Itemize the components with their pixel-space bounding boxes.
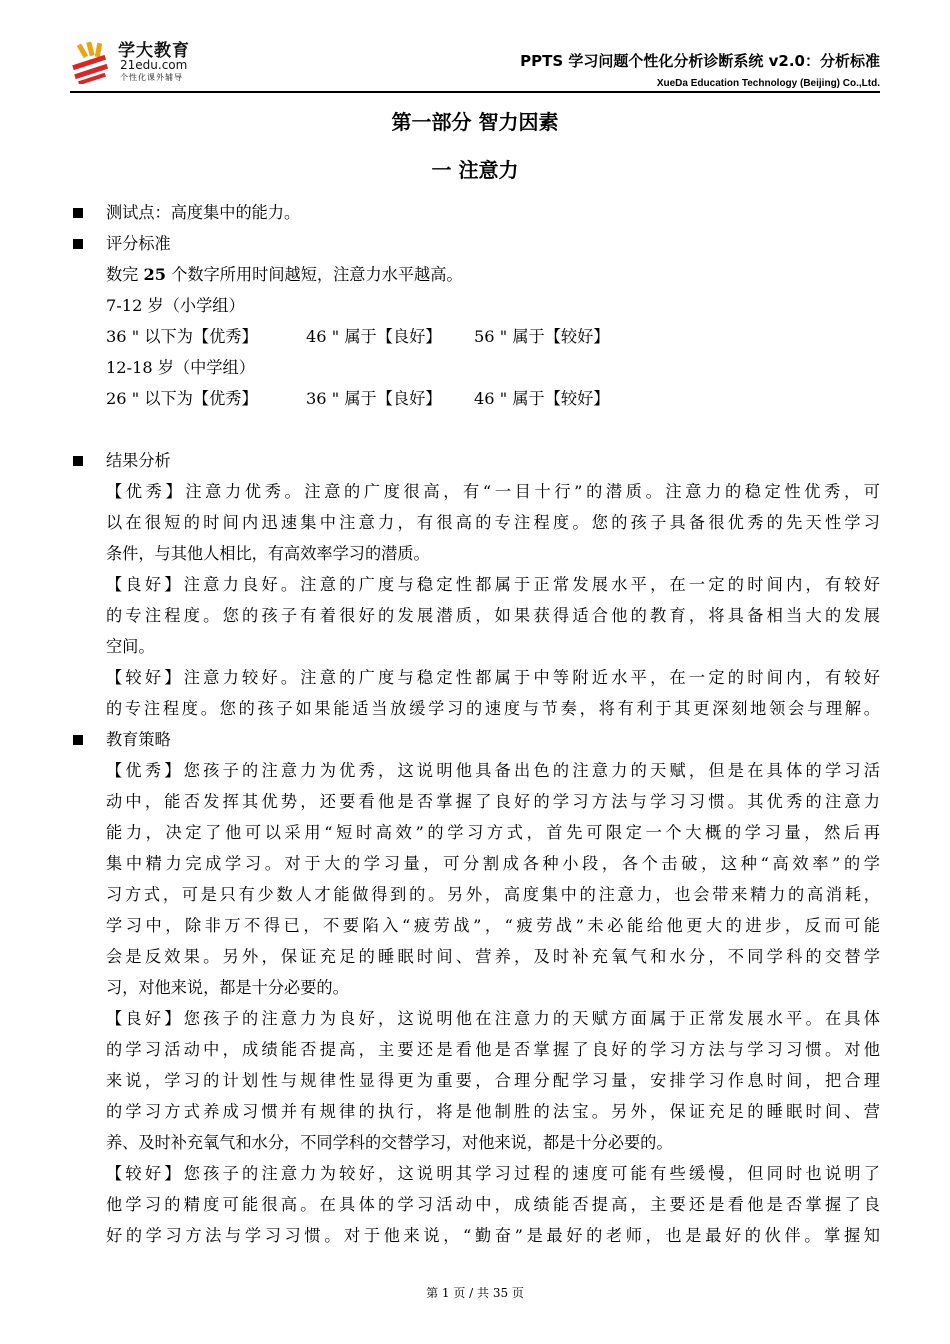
bullet-square-icon <box>73 208 83 218</box>
test-point-text: 测试点：高度集中的能力。 <box>106 203 301 222</box>
paragraph-line: 空间。 <box>106 637 155 656</box>
group-label: 7-12 岁（小学组） <box>106 296 245 315</box>
page-header <box>70 30 880 92</box>
page-footer <box>0 1284 950 1301</box>
paragraph-line: 的学习方式养成习惯并有规律的执行，将是他制胜的法宝。另外，保证充足的睡眠时间、营 <box>106 1102 880 1121</box>
document-body <box>70 197 880 1251</box>
paragraph-line: 的专注程度。您的孩子如果能适当放缓学习的速度与节奏，将有利于其更深刻地领会与理解。 <box>106 699 880 718</box>
paragraph-line: 【良好】注意力良好。注意的广度与稳定性都属于正常发展水平，在一定的时间内，有较好 <box>106 575 880 594</box>
group-levels <box>70 321 880 352</box>
level-fair: 56 " 属于【较好】 <box>474 327 610 346</box>
strategy-paragraph <box>70 1003 880 1158</box>
paragraph-line: 能力，决定了他可以采用“短时高效”的学习方式，首先可限定一个大概的学习量，然后再 <box>106 823 880 842</box>
bullet-test-point <box>70 197 880 228</box>
part-title: 第一部分 智力因素 <box>391 110 559 134</box>
paragraph-line: 条件，与其他人相比，有高效率学习的潜质。 <box>106 544 430 563</box>
spacer <box>70 414 880 445</box>
bullet-square-icon <box>73 239 83 249</box>
level-good: 36 " 属于【良好】 <box>306 389 442 408</box>
paragraph-line: 【较好】您孩子的注意力为较好，这说明其学习过程的速度可能有些缓慢，但同时也说明了 <box>106 1164 880 1183</box>
paragraph-line: 【良好】您孩子的注意力为良好，这说明他在注意力的天赋方面属于正常发展水平。在具体 <box>106 1009 880 1028</box>
analysis-paragraph <box>70 476 880 569</box>
paragraph-line: 【优秀】注意力优秀。注意的广度很高，有“一目十行”的潜质。注意力的稳定性优秀，可 <box>106 482 880 501</box>
brand-name: 学大教育 <box>118 41 190 61</box>
scoring-intro-pre: 数完 <box>106 265 144 284</box>
paragraph-line: 动中，能否发挥其优势，还要看他是否掌握了良好的学习方法与学习习惯。其优秀的注意力 <box>106 792 880 811</box>
paragraph-line: 以在很短的时间内迅速集中注意力，有很高的专注程度。您的孩子具备很优秀的先天性学习 <box>106 513 880 532</box>
brand-url: 21edu.com <box>120 58 188 72</box>
paragraph-line: 好的学习方法与学习习惯。对于他来说，“勤奋”是最好的老师，也是最好的伙伴。掌握知 <box>106 1226 880 1245</box>
analysis-heading: 结果分析 <box>106 451 171 470</box>
bullet-analysis <box>70 445 880 476</box>
bullet-square-icon <box>73 735 83 745</box>
scoring-heading: 评分标准 <box>106 234 171 253</box>
strategy-paragraph <box>70 1158 880 1251</box>
bullet-strategy <box>70 724 880 755</box>
analysis-paragraph <box>70 662 880 724</box>
paragraph-line: 学习中，除非万不得已，不要陷入“疲劳战”，“疲劳战”未必能给他更大的进步，反而可能 <box>106 916 880 935</box>
bullet-square-icon <box>73 456 83 466</box>
paragraph-line: 集中精力完成学习。对于大的学习量，可分割成各种小段，各个击破，这种“高效率”的学 <box>106 854 880 873</box>
scoring-intro-number: 25 <box>143 265 167 284</box>
paragraph-line: 养、及时补充氧气和水分，不同学科的交替学习，对他来说，都是十分必要的。 <box>106 1133 673 1152</box>
header-divider <box>70 91 880 93</box>
company-name: XueDa Education Technology (Beijing) Co.,Ltd. <box>656 78 880 89</box>
level-fair: 46 " 属于【较好】 <box>474 389 610 408</box>
strategy-paragraph <box>70 755 880 1003</box>
analysis-paragraph <box>70 569 880 662</box>
logo-mark-icon <box>70 40 114 84</box>
brand-slogan: 个性化课外辅导 <box>120 73 183 82</box>
scoring-intro <box>70 259 880 290</box>
strategy-heading: 教育策略 <box>106 730 171 749</box>
paragraph-line: 习，对他来说，都是十分必要的。 <box>106 978 349 997</box>
level-excellent: 26 " 以下为【优秀】 <box>106 389 258 408</box>
scoring-intro-post: 个数字所用时间越短，注意力水平越高。 <box>166 265 463 284</box>
xueda-logo <box>70 36 220 84</box>
paragraph-line: 他学习的精度可能很高。在具体的学习活动中，成绩能否提高，主要还是看他是否掌握了良 <box>106 1195 880 1214</box>
group-label: 12-18 岁（中学组） <box>106 358 255 377</box>
paragraph-line: 的专注程度。您的孩子有着很好的发展潜质，如果获得适合他的教育，将具备相当大的发展 <box>106 606 880 625</box>
level-excellent: 36 " 以下为【优秀】 <box>106 327 258 346</box>
paragraph-line: 的学习活动中，成绩能否提高，主要还是看他是否掌握了良好的学习方法与学习习惯。对他 <box>106 1040 880 1059</box>
bullet-scoring <box>70 228 880 259</box>
paragraph-line: 会是反效果。另外，保证充足的睡眠时间、营养，及时补充氧气和水分，不同学科的交替学 <box>106 947 880 966</box>
group-levels <box>70 383 880 414</box>
section-title: 一 注意力 <box>431 158 519 182</box>
document-title: PPTS 学习问题个性化分析诊断系统 v2.0：分析标准 <box>520 52 880 70</box>
page-number: 第 1 页 / 共 35 页 <box>426 1286 524 1300</box>
paragraph-line: 【较好】注意力较好。注意的广度与稳定性都属于中等附近水平，在一定的时间内，有较好 <box>106 668 880 687</box>
paragraph-line: 【优秀】您孩子的注意力为优秀，这说明他具备出色的注意力的天赋，但是在具体的学习活 <box>106 761 880 780</box>
level-good: 46 " 属于【良好】 <box>306 327 442 346</box>
paragraph-line: 来说，学习的计划性与规律性显得更为重要，合理分配学习量，安排学习作息时间，把合理 <box>106 1071 880 1090</box>
paragraph-line: 习方式，可是只有少数人才能做得到的。另外，高度集中的注意力，也会带来精力的高消耗， <box>106 885 880 904</box>
